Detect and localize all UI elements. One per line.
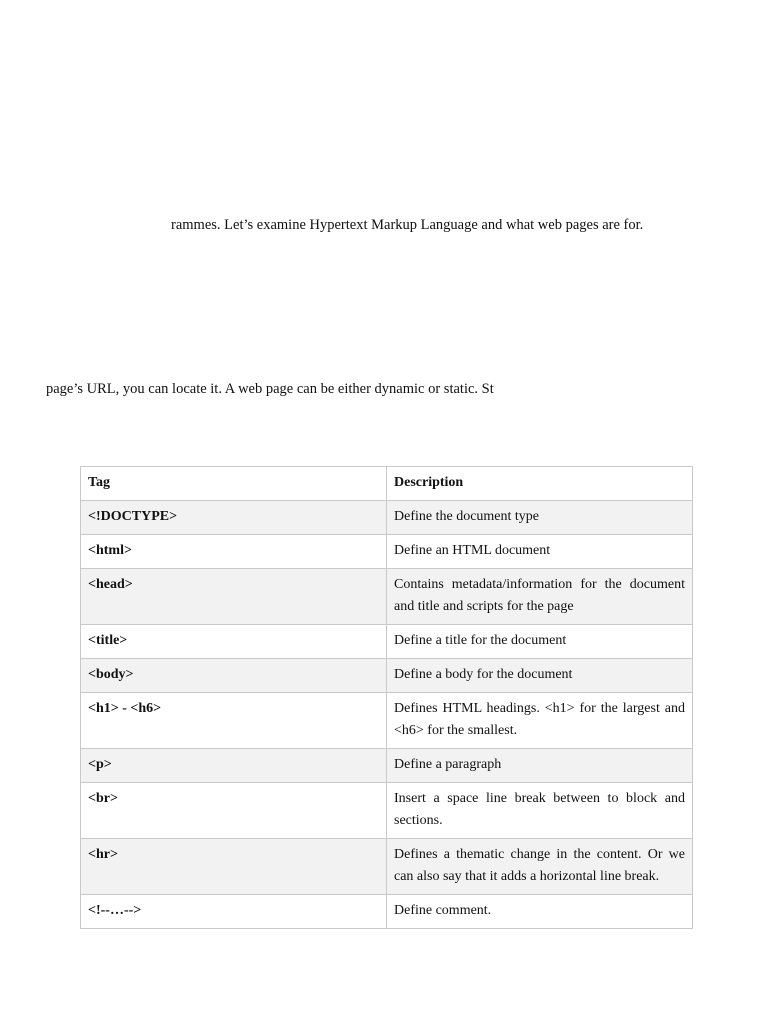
column-header-description: Description (387, 467, 693, 501)
description-cell: Define a title for the document (387, 625, 693, 659)
tag-cell: <h1> - <h6> (81, 693, 387, 749)
table-row (81, 895, 693, 929)
table-row (81, 693, 693, 749)
table-row (81, 625, 693, 659)
tag-cell: <p> (81, 749, 387, 783)
tag-cell: <body> (81, 659, 387, 693)
table-row (81, 501, 693, 535)
description-cell: Defines HTML headings. <h1> for the largest and <h6> for the smallest. (387, 693, 693, 749)
description-cell: Contains metadata/information for the document and title and scripts for the page (387, 569, 693, 625)
tag-cell: <!DOCTYPE> (81, 501, 387, 535)
tag-cell: <!--…--> (81, 895, 387, 929)
html-tags-table (80, 466, 693, 929)
table-row (81, 749, 693, 783)
table-row (81, 839, 693, 895)
tag-cell: <head> (81, 569, 387, 625)
description-cell: Define a body for the document (387, 659, 693, 693)
tag-cell: <br> (81, 783, 387, 839)
text-fragment-url: page’s URL, you can locate it. A web page can be either dynamic or static. St (46, 381, 494, 397)
text-fragment-intro: rammes. Let’s examine Hypertext Markup Language and what web pages are for. (171, 217, 644, 233)
table-row (81, 783, 693, 839)
table-row (81, 569, 693, 625)
description-cell: Define a paragraph (387, 749, 693, 783)
table-header-row (81, 467, 693, 501)
description-cell: Define an HTML document (387, 535, 693, 569)
tag-cell: <html> (81, 535, 387, 569)
table-row (81, 659, 693, 693)
tag-cell: <hr> (81, 839, 387, 895)
description-cell: Define the document type (387, 501, 693, 535)
description-cell: Defines a thematic change in the content. Or we can also say that it adds a horizontal line break. (387, 839, 693, 895)
description-cell: Define comment. (387, 895, 693, 929)
description-cell: Insert a space line break between to block and sections. (387, 783, 693, 839)
tag-cell: <title> (81, 625, 387, 659)
table-row (81, 535, 693, 569)
column-header-tag: Tag (81, 467, 387, 501)
